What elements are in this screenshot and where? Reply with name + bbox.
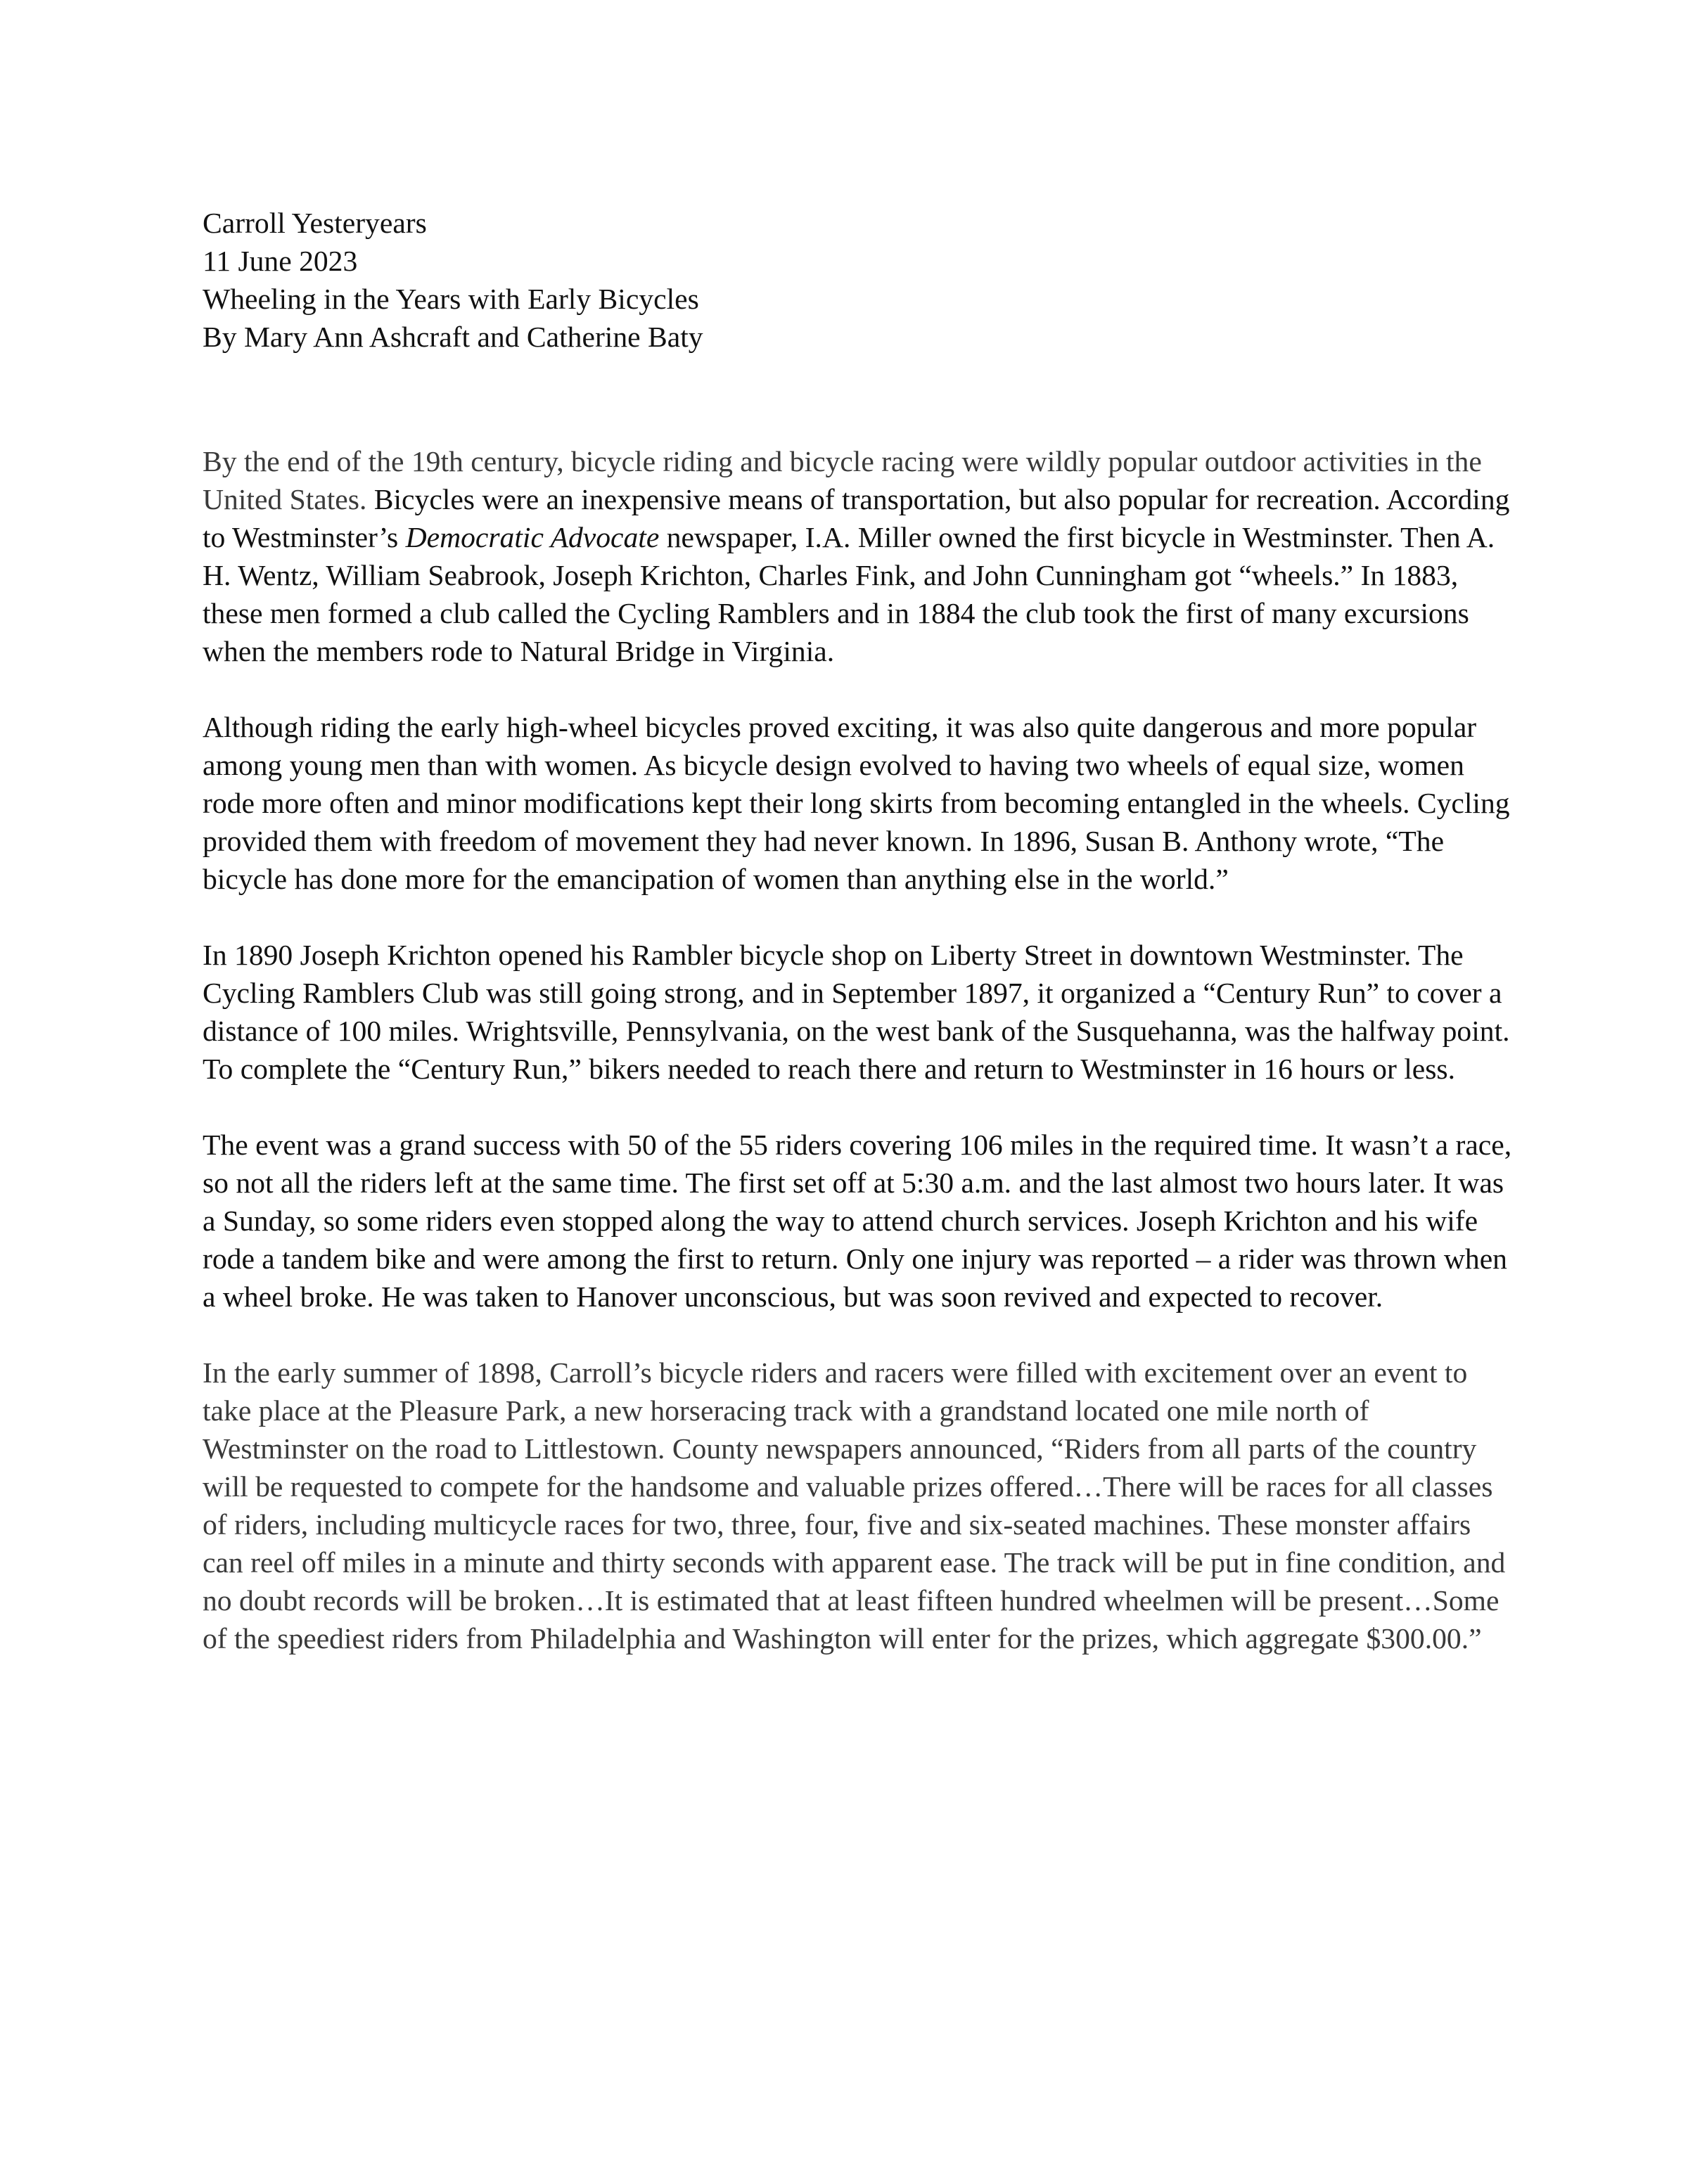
paragraph-1 [203, 442, 1518, 670]
paragraph-4: The event was a grand success with 50 of the 55 riders covering 106 miles in the required time. It wasn’t a race, so not all the riders left at the same time. The first set off at 5:30 a.m. and the last almost two hours later. It was a Sunday, so some riders even stopped along the way to attend church services. Joseph Krichton and his wife rode a tandem bike and were among the first to return. Only one injury was reported – a rider was thrown when a wheel broke. He was taken to Hanover unconscious, but was soon revived and expected to recover. [203, 1129, 1512, 1313]
paragraph-2: Although riding the early high-wheel bicycles proved exciting, it was also quite dangerous and more popular among young men than with women. As bicycle design evolved to having two wheels of equal size, women rode more often and minor modifications kept their long skirts from becoming entangled in the wheels. Cycling provided them with freedom of movement they had never known. In 1896, Susan B. Anthony wrote, “The bicycle has done more for the emancipation of women than anything else in the world.” [203, 711, 1510, 895]
article-title: Wheeling in the Years with Early Bicycles [203, 283, 699, 315]
paragraph-5: In the early summer of 1898, Carroll’s bicycle riders and racers were filled with excitement over an event to take place at the Pleasure Park, a new horseracing track with a grandstand located one mile north of Westminster on the road to Littlestown. County newspapers announced, “Riders from all parts of the country will be requested to compete for the handsome and valuable prizes offered…There will be races for all classes of riders, including multicycle races for two, three, four, five and six-seated machines. These monster affairs can reel off miles in a minute and thirty seconds with apparent ease. The track will be put in fine condition, and no doubt records will be broken…It is estimated that at least fifteen hundred wheelmen will be present…Some of the speediest riders from Philadelphia and Washington will enter for the prizes, which aggregate $300.00.” [203, 1356, 1506, 1655]
paragraph-1-part-3: newspaper, I.A. Miller owned the first bicycle in Westminster. Then A. H. Wentz, William Seabrook, Joseph Krichton, Charles Fink, and John Cunningham got “wheels.” In 1883, these men formed a club called the Cycling Ramblers and in 1884 the club took the first of many excursions when the members rode to Natural Bridge in Virginia. [203, 521, 1495, 667]
paragraph-1-part-2: Bicycles were an inexpensive means of transportation, but also popular for recreation. According to Westminster’s [203, 483, 1510, 553]
article-body [203, 442, 1518, 1657]
article-header [203, 204, 1518, 356]
paragraph-3: In 1890 Joseph Krichton opened his Rambler bicycle shop on Liberty Street in downtown Westminster. The Cycling Ramblers Club was still going strong, and in September 1897, it organized a “Century Run” to cover a distance of 100 miles. Wrightsville, Pennsylvania, on the west bank of the Susquehanna, was the halfway point. To complete the “Century Run,” bikers needed to reach there and return to Westminster in 16 hours or less. [203, 939, 1510, 1085]
article-byline: By Mary Ann Ashcraft and Catherine Baty [203, 321, 703, 353]
column-name: Carroll Yesteryears [203, 207, 427, 239]
article-date: 11 June 2023 [203, 245, 358, 277]
paragraph-1-part-1: By the end of the 19th century, bicycle riding and bicycle racing were wildly popular outdoor activities in the United States. [203, 445, 1482, 515]
article-content [203, 204, 1518, 1657]
newspaper-title: Democratic Advocate [405, 521, 660, 553]
